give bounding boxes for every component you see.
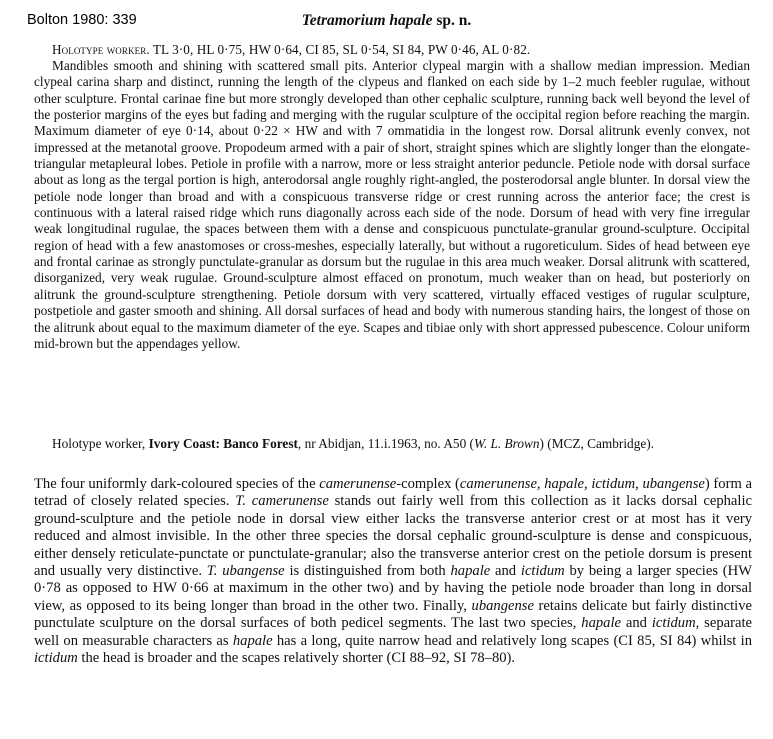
species-name-italic: ictidum <box>520 563 565 580</box>
collector-name: W. L. Brown <box>473 436 540 451</box>
species-name-italic: T. ubangense <box>206 563 285 580</box>
type-material-paragraph <box>34 436 750 452</box>
type-locality: Ivory Coast: Banco Forest <box>148 436 298 451</box>
species-name-italic: hapale <box>232 632 273 649</box>
discussion-text: stands out fairly well from this collection as it lacks dorsal cephalic ground-sculpture and the petiole node in dorsal view either lacks the transverse anterior crest or at most has it very reduced and almost invisible. In the other three species the dorsal cephalic ground-sculpture is dense and conspicuous, either densely reticulate-punctate or punctulate-granular; also the transverse anterior crest on the petiole dorsum is present and usually very distinctive. <box>34 493 752 580</box>
discussion-text: has a long, quite narrow head and relatively long scapes (CI 85, SI 84) whilst in <box>272 632 752 649</box>
discussion-text: the head is broader and the scapes relatively shorter (CI 88–92, SI 78–80). <box>77 650 516 667</box>
discussion-text: by being a larger species (HW 0·78 as opposed to HW 0·66 at maximum in the other two) and by having the petiole node broader than long in dorsal view, as opposed to its being longer than broad in the other two. Finally, <box>34 563 752 614</box>
species-name: Tetramorium hapale <box>301 12 433 29</box>
discussion-text: retains delicate but fairly distinctive punctulate sculpture on the dorsal surfaces of both pedicel segments. The last two species, <box>34 597 753 632</box>
species-suffix: sp. n. <box>432 12 472 29</box>
discussion-paragraph <box>34 476 752 667</box>
discussion-text: is distinguished from both <box>284 563 451 580</box>
species-name-italic: camerunense <box>319 476 397 492</box>
discussion-text: The four uniformly dark-coloured species of the <box>34 476 320 492</box>
species-name-italic: ictidum <box>34 650 78 667</box>
holotype-measurements <box>52 42 752 58</box>
species-name-italic: T. camerunense <box>235 493 329 510</box>
holotype-label: Holotype worker. <box>52 42 150 57</box>
discussion-text: ) form a tetrad of closely related species. <box>34 476 752 510</box>
species-name-italic: ictidum <box>651 615 696 632</box>
type-text: Holotype worker, <box>52 436 149 451</box>
discussion-text: and <box>490 563 521 580</box>
discussion-text: -complex ( <box>396 476 460 492</box>
discussion-text: , separate well on measurable characters as <box>34 615 752 649</box>
species-name-italic: hapale <box>450 563 491 580</box>
species-name-italic: hapale <box>581 615 621 632</box>
discussion-text: and <box>621 615 652 632</box>
citation-label: Bolton 1980: 339 <box>27 12 137 28</box>
species-title <box>0 12 773 30</box>
species-name-italic: ubangense <box>471 597 534 614</box>
measurement-values: TL 3·0, HL 0·75, HW 0·64, CI 85, SL 0·54, SI 84, PW 0·46, AL 0·82. <box>149 42 531 57</box>
description-paragraph: Mandibles smooth and shining with scattered small pits. Anterior clypeal margin with a shallow median impression. Median clypeal carina sharp and distinct, running the length of the clypeus and flanked on each side by 1–2 much feebler rugulae, without other sculpture. Frontal carinae fine but more strongly developed than other cephalic sculpture, running back well beyond the level of the posterior margins of the eyes but fading and merging with the rugular sculpture of the occipital region before reaching the margin. Maximum diameter of eye 0·14, about 0·22 × HW and with 7 ommatidia in the longest row. Dorsal alitrunk evenly convex, not impressed at the metanotal groove. Propodeum armed with a pair of short, straight spines which are slightly longer than the elongate-triangular metapleural lobes. Petiole in profile with a narrow, more or less straight anterior peduncle. Petiole node with dorsal surface about as long as the tergal portion is high, anterodorsal angle roughly right-angled, the posterodorsal angle blunter. In dorsal view the petiole node longer than broad and with a conspicuous transverse ridge or crest running across the anterior face; the crest is continuous with a lateral raised ridge which runs diagonally across each side of the node. Dorsum of head with very fine irregular weak longitudinal rugulae, the spaces between them with a dense and conspicuous punctulate-granular ground-sculpture. Occipital region of head with a few anastomoses or cross-meshes, especially laterally, but without a rugoreticulum. Sides of head between eye and frontal carinae as strongly punctulate-granular as dorsum but the rugulae in this area much weaker. Dorsal alitrunk with scattered, disorganized, very weak rugulae. Ground-sculpture almost effaced on pronotum, much weaker than on head, but posteriorly on alitrunk the ground-sculpture strengthening. Petiole dorsum with very scattered, virtually effaced vestiges of rugular sculpture, postpetiole and gaster smooth and shining. All dorsal surfaces of head and body with numerous standing hairs, the longest of those on the alitrunk about equal to the maximum diameter of the eye. Scapes and tibiae only with short appressed pubescence. Colour uniform mid-brown but the appendages yellow. <box>34 58 750 351</box>
species-name-italic: camerunense, hapale, ictidum, ubangense <box>459 476 705 492</box>
type-text: , nr Abidjan, 11.i.1963, no. A50 ( <box>297 436 474 451</box>
type-text: ) (MCZ, Cambridge). <box>539 436 654 451</box>
